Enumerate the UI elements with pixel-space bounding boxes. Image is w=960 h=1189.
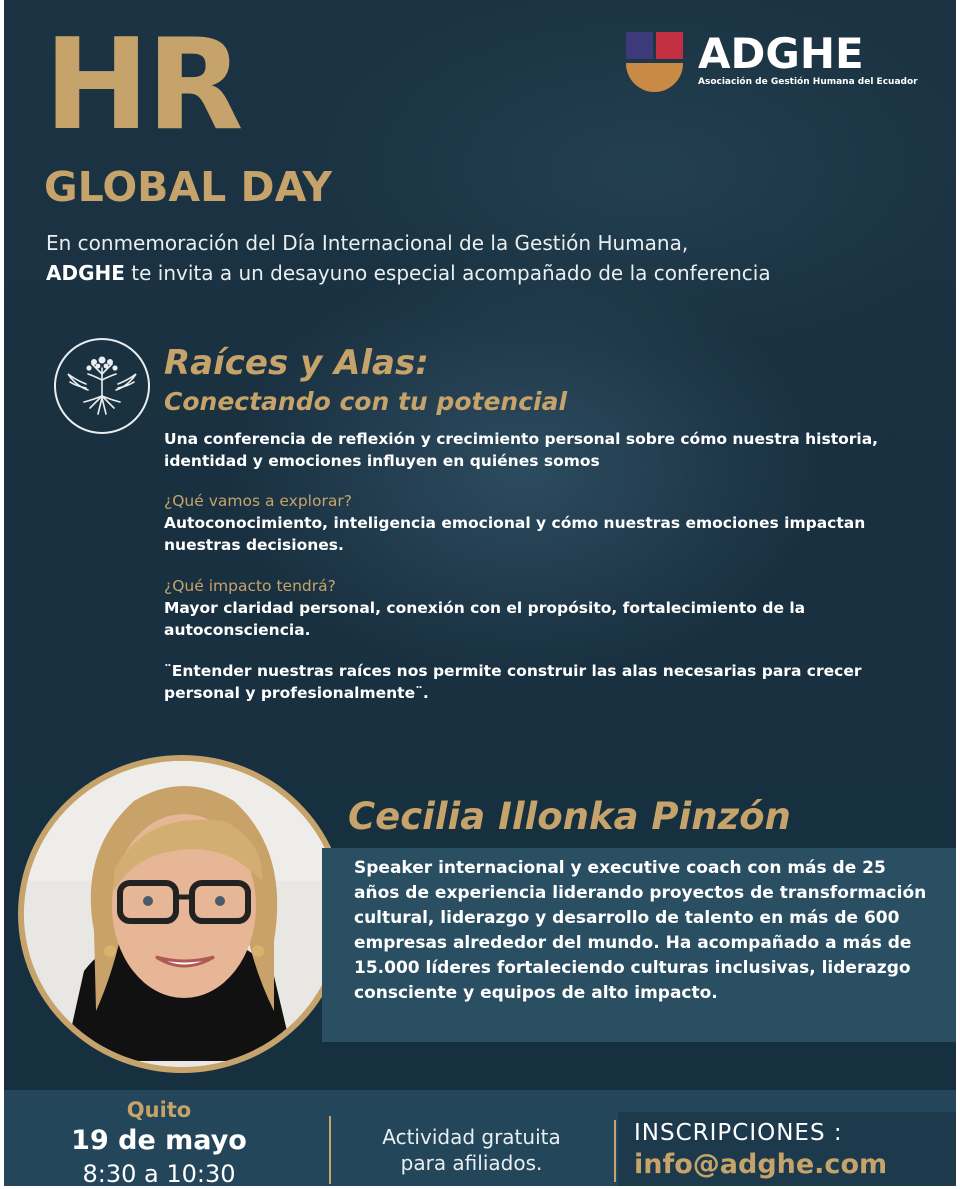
- logo-purple-square: [626, 32, 653, 59]
- registration-label: INSCRIPCIONES :: [634, 1120, 843, 1146]
- logo-mark-icon: [626, 32, 684, 92]
- impact-answer: Mayor claridad personal, conexión con el propósito, fortalecimiento de la autoconsciencia.: [164, 599, 806, 639]
- speaker-bio: Speaker internacional y executive coach con más de 25 años de experiencia liderando proyectos de transformación cultural, liderazgo y desarrollo de talento en más de 600 empresas alrededor del mundo. Ha acompañado a más de 15.000 líderes fortaleciendo culturas inclusivas, liderazgo consciente y equipos de alto impacto.: [354, 858, 927, 1003]
- speaker-name: Cecilia Illonka Pinzón: [348, 795, 791, 838]
- adghe-logo: [626, 29, 926, 94]
- explore-question: ¿Qué vamos a explorar?: [164, 492, 352, 510]
- free-note-line-1: Actividad gratuita: [382, 1125, 561, 1149]
- global-day-title: GLOBAL DAY: [44, 163, 333, 211]
- conference-description: Una conferencia de reflexión y crecimiento personal sobre cómo nuestra historia, identidad y emociones influyen en quiénes somos: [164, 430, 879, 470]
- hr-title: HR: [44, 11, 241, 158]
- event-time: 8:30 a 10:30: [82, 1160, 236, 1186]
- conference-title: Raíces y Alas:: [164, 343, 429, 383]
- logo-orange-bowl: [626, 63, 683, 92]
- registration-email-link[interactable]: info@adghe.com: [634, 1149, 888, 1180]
- footer-divider: [329, 1116, 331, 1184]
- conference-subtitle: Conectando con tu potencial: [164, 387, 568, 416]
- intro-line-1: En conmemoración del Día Internacional de la Gestión Humana,: [46, 231, 689, 255]
- explore-answer: Autoconocimiento, inteligencia emocional y cómo nuestras emociones impactan nuestras decisiones.: [164, 514, 866, 554]
- impact-question: ¿Qué impacto tendrá?: [164, 577, 336, 595]
- free-note-line-2: para afiliados.: [400, 1151, 543, 1175]
- free-activity-note: [349, 1124, 594, 1176]
- event-city: Quito: [126, 1098, 192, 1122]
- logo-red-square: [656, 32, 683, 59]
- tree-with-wings-icon: [54, 338, 150, 434]
- intro-brand: ADGHE: [46, 261, 125, 285]
- intro-text: [46, 228, 926, 288]
- logo-tagline: Asociación de Gestión Humana del Ecuador: [698, 77, 918, 87]
- event-date: 19 de mayo: [71, 1125, 247, 1156]
- impact-section: [164, 575, 884, 641]
- intro-line-2-rest: te invita a un desayuno especial acompañado de la conferencia: [124, 261, 771, 285]
- explore-section: [164, 490, 884, 556]
- intro-line-2: [46, 258, 926, 288]
- footer-divider: [614, 1120, 616, 1182]
- conference-quote: ¨Entender nuestras raíces nos permite construir las alas necesarias para crecer personal y profesionalmente¨.: [164, 662, 862, 702]
- logo-name: ADGHE: [698, 29, 864, 78]
- event-poster: [4, 0, 956, 1186]
- speaker-photo: [24, 761, 340, 1067]
